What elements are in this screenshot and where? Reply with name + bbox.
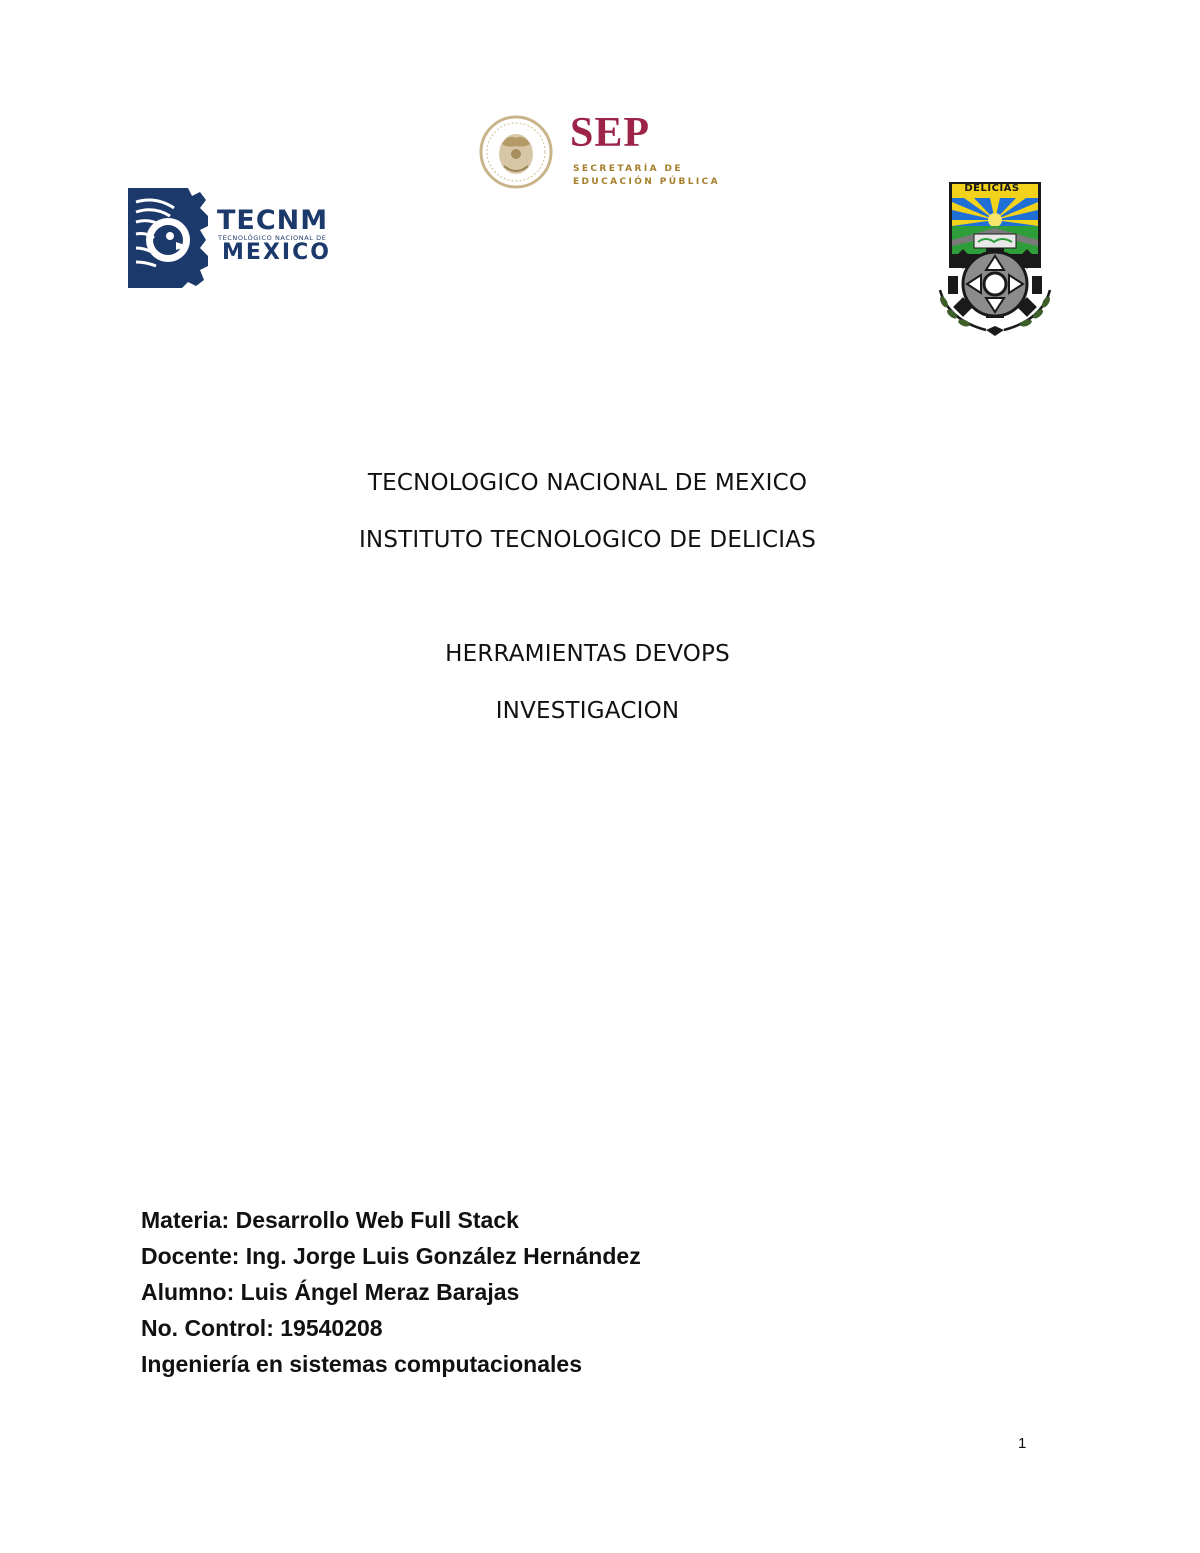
materia-line: Materia: Desarrollo Web Full Stack	[141, 1207, 519, 1233]
page-number: 1	[1018, 1435, 1027, 1452]
tecnm-country: MEXICO	[222, 240, 331, 265]
institution-title: TECNOLOGICO NACIONAL DE MEXICO	[367, 470, 808, 496]
alumno-line: Alumno: Luis Ángel Meraz Barajas	[141, 1279, 520, 1305]
docente-line: Docente: Ing. Jorge Luis González Hernández	[141, 1243, 641, 1269]
delicias-crest-logo	[934, 180, 1056, 336]
sep-acronym: SEP	[570, 110, 651, 156]
student-info-block	[141, 1202, 641, 1382]
institute-title: INSTITUTO TECNOLOGICO DE DELICIAS	[358, 527, 817, 553]
tecnm-acronym: TECNM	[217, 205, 329, 236]
gear-crest-icon	[934, 180, 1056, 336]
tecnm-logo	[126, 186, 346, 290]
mexican-coat-of-arms-icon	[478, 114, 560, 190]
control-number-line: No. Control: 19540208	[141, 1315, 383, 1341]
subject-title: HERRAMIENTAS DEVOPS	[445, 641, 730, 667]
career-line: Ingeniería en sistemas computacionales	[141, 1351, 582, 1377]
sep-logo	[478, 110, 728, 190]
document-kind-title: INVESTIGACION	[495, 698, 680, 724]
sep-line-2: EDUCACIÓN PÚBLICA	[573, 177, 720, 187]
tecnm-subtitle: TECNOLÓGICO NACIONAL DE	[218, 234, 327, 242]
crest-banner-text: DELICIAS	[964, 183, 1020, 194]
sep-line-1: SECRETARÍA DE	[573, 164, 683, 174]
eagle-gear-icon	[126, 186, 214, 290]
